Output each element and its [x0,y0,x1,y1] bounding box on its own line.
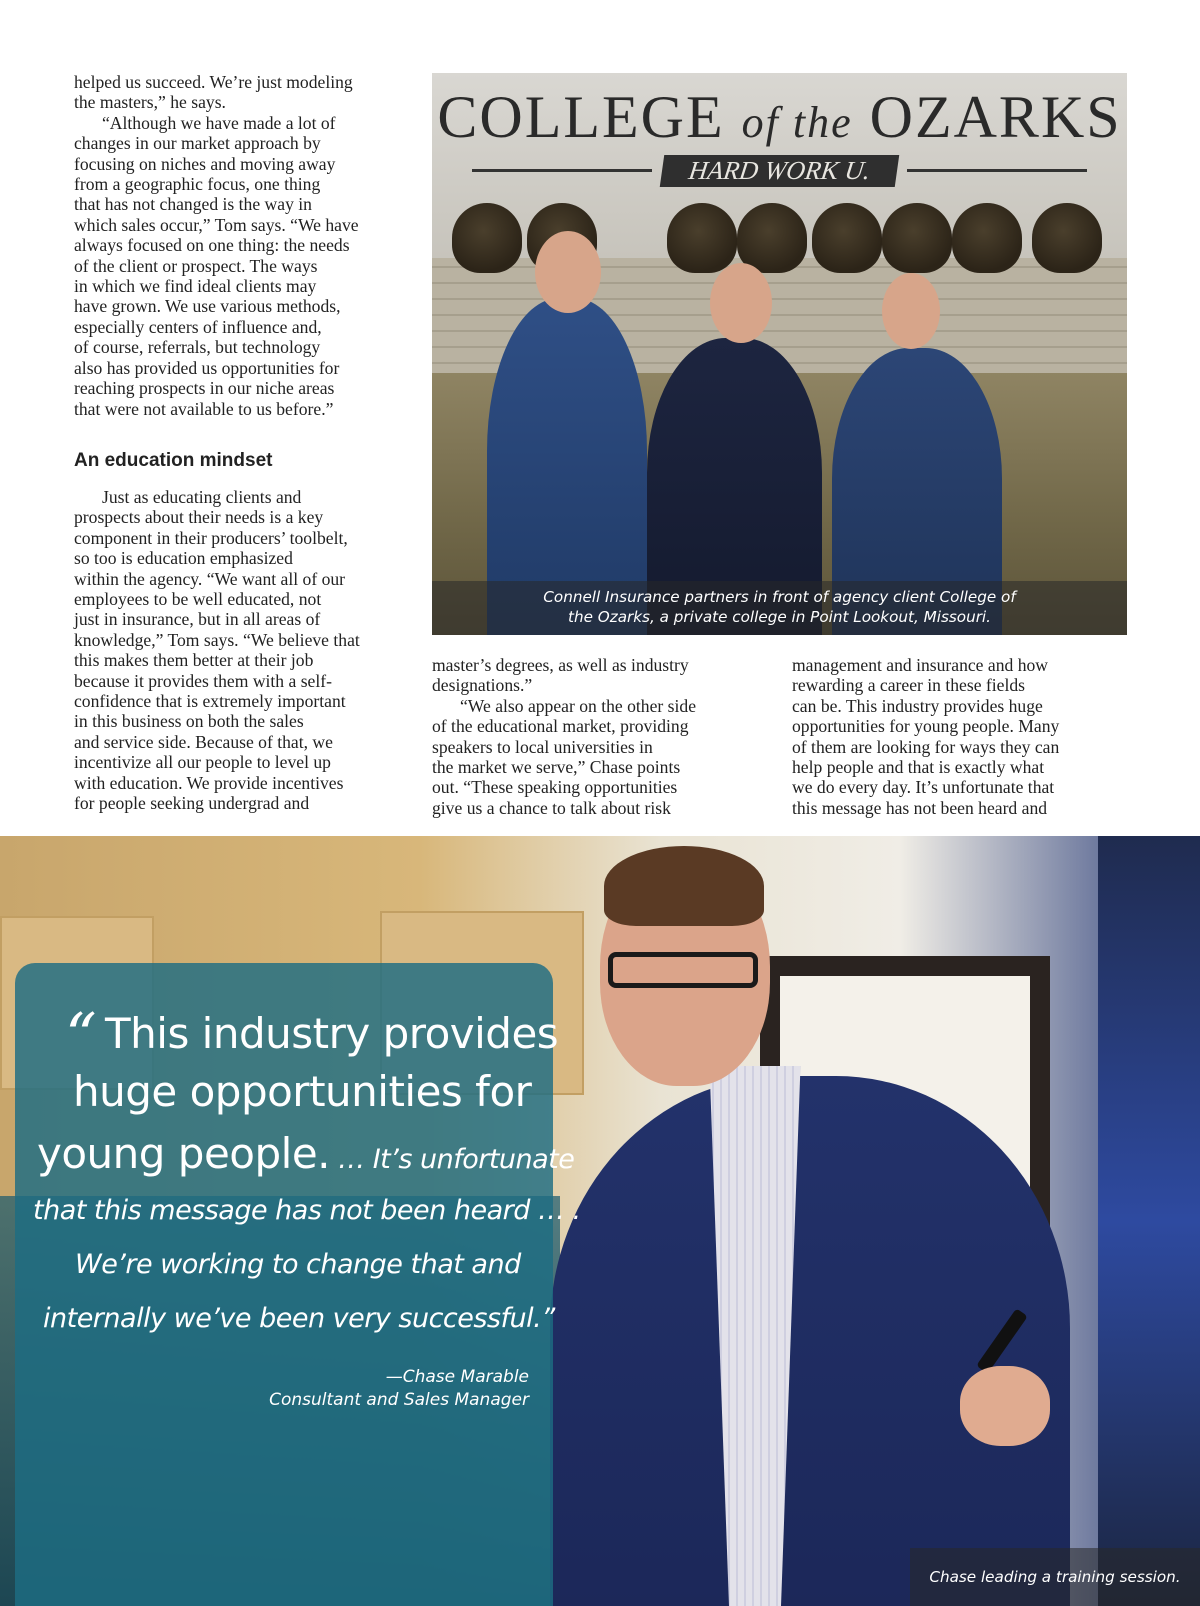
body-line: out. “These speaking opportunities [432,777,678,798]
article-column-1b [74,487,410,814]
body-line: prospects about their needs is a key [74,507,324,528]
quote-attribution-title: Consultant and Sales Manager [269,1390,529,1410]
shrub [452,203,522,273]
body-line: confidence that is extremely important [74,691,346,712]
body-line: of them are looking for ways they can [792,736,1060,757]
shrub [952,203,1022,273]
body-line: reaching prospects in our niche areas [74,378,335,399]
quote-line: We’re working to change that and [75,1249,521,1280]
shrub [812,203,882,273]
body-line: changes in our market approach by [74,133,321,154]
body-line: always focused on one thing: the needs [74,235,350,256]
sign-word-of-the: of the [741,98,853,147]
presenter-hair [604,846,764,926]
person-center-head [710,263,772,343]
display-screen [1098,836,1200,1606]
quote-mark-icon: “ [65,999,97,1072]
body-line: Just as educating clients and [102,487,302,507]
body-line: that has not changed is the way in [74,194,312,215]
pull-quote [15,963,581,1606]
quote-line: huge opportunities for [73,1067,532,1116]
sign-word-ozarks: OZARKS [869,84,1122,150]
quote-emphasis: young people. [37,1129,331,1178]
body-line: the masters,” he says. [74,92,226,113]
body-line: opportunities for young people. Many [792,716,1060,737]
body-line: also has provided us opportunities for [74,357,340,378]
body-line: rewarding a career in these fields [792,675,1025,696]
quote-continuation: … It’s unfortunate [330,1144,575,1175]
body-line: knowledge,” Tom says. “We believe that [74,629,360,650]
body-line: for people seeking undergrad and [74,793,310,814]
body-line: focusing on niches and moving away [74,153,336,174]
body-line: the market we serve,” Chase points [432,757,681,778]
body-line: with education. We provide incentives [74,772,344,793]
sign-rule-left [472,169,652,172]
body-line: employees to be well educated, not [74,589,322,610]
quote-attribution-name: —Chase Marable [385,1367,529,1387]
body-line: in which we find ideal clients may [74,276,317,297]
training-session-photo [0,836,1200,1606]
body-line: we do every day. It’s unfortunate that [792,777,1055,798]
body-line: so too is education emphasized [74,548,293,569]
quote-line: This industry provides [105,1009,559,1058]
sign-word-college: COLLEGE [437,84,725,150]
body-line: component in their producers’ toolbelt, [74,527,348,548]
sign-rule-right [907,169,1087,172]
body-line: which sales occur,” Tom says. “We have [74,214,359,235]
body-line: management and insurance and how [792,655,1048,675]
body-line: “Although we have made a lot of [102,112,336,133]
shrub [667,203,737,273]
presenter-hand [960,1366,1050,1446]
glasses-icon [608,952,758,988]
body-line: have grown. We use various methods, [74,296,341,317]
shrub [737,203,807,273]
body-line: speakers to local universities in [432,736,653,757]
quote-line: that this message has not been heard … . [33,1195,581,1226]
college-sign-photo [432,73,1127,635]
body-line: just in insurance, but in all areas of [74,609,321,630]
body-line: of the educational market, providing [432,716,689,737]
body-line: this message has not been heard and [792,797,1048,818]
body-line: especially centers of influence and, [74,316,322,337]
body-line: of course, referrals, but technology [74,337,321,358]
body-line: and service side. Because of that, we [74,731,333,752]
article-column-3 [792,655,1122,818]
quote-line [37,1129,574,1178]
body-line: this makes them better at their job [74,650,314,671]
sign-motto: HARD WORK U. [660,155,899,187]
body-line: helped us succeed. We’re just modeling [74,72,353,92]
body-line: master’s degrees, as well as industry [432,655,689,675]
body-line: incentivize all our people to level up [74,752,331,773]
quote-line: internally we’ve been very successful.” [43,1303,555,1334]
caption-line: Connell Insurance partners in front of agency client College of [543,588,1016,606]
person-left-head [535,231,601,313]
shrub [1032,203,1102,273]
body-line: that were not available to us before.” [74,398,334,419]
body-line: from a geographic focus, one thing [74,174,321,195]
body-line: “We also appear on the other side [460,695,697,716]
section-subhead: An education mindset [74,450,273,471]
article-column-1 [74,72,410,419]
person-right-head [882,273,940,349]
body-line: because it provides them with a self- [74,670,332,691]
body-line: of the client or prospect. The ways [74,255,318,276]
body-line: give us a chance to talk about risk [432,797,671,818]
body-line: designations.” [432,675,533,696]
body-line: help people and that is exactly what [792,757,1045,778]
shrub [882,203,952,273]
body-line: can be. This industry provides huge [792,695,1043,716]
caption-line: the Ozarks, a private college in Point Lookout, Missouri. [568,608,991,626]
sign-lettering [432,83,1127,152]
body-line: in this business on both the sales [74,711,304,732]
photo-caption [432,581,1127,635]
photo-caption: Chase leading a training session. [910,1548,1200,1606]
body-line: within the agency. “We want all of our [74,568,346,589]
article-column-2 [432,655,762,818]
